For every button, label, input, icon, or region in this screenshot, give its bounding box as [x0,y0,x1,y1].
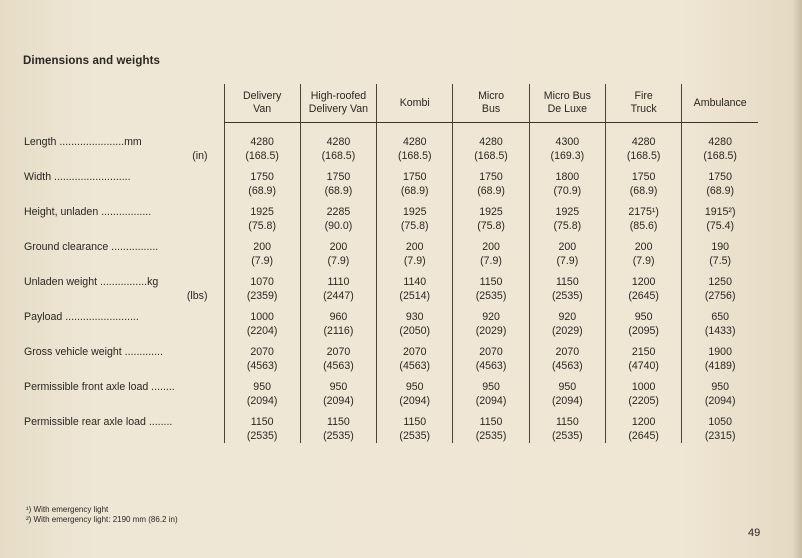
table-cell: 1050 (2315) [682,416,758,443]
table-cell: 950 (2095) [605,311,681,346]
row-label-gross-vehicle-weight: Gross vehicle weight ............. [24,346,163,358]
table-cell: 950 (2094) [453,381,529,416]
table-cell: 200 (7.9) [377,241,453,276]
table-cell: 1000 (2204) [224,311,300,346]
table-cell: 4280 (168.5) [682,136,758,171]
table-cell: 4280 (168.5) [377,136,453,171]
table-row-gross-vehicle-weight [22,346,758,381]
table-cell: 650 (1433) [682,311,758,346]
column-header-kombi: Kombi [377,84,453,123]
table-cell: 2070 (4563) [453,346,529,381]
table-cell: 1925 (75.8) [224,206,300,241]
table-cell: 200 (7.9) [300,241,376,276]
table-cell: 4280 (168.5) [453,136,529,171]
table-cell: 4280 (168.5) [224,136,300,171]
table-cell: 1925 (75.8) [377,206,453,241]
table-cell: 200 (7.9) [453,241,529,276]
section-title: Dimensions and weights [23,55,161,67]
table-cell: 2285 (90.0) [300,206,376,241]
footnote-1: ¹) With emergency light [26,505,109,514]
footnotes [26,505,178,524]
table-cell: 960 (2116) [300,311,376,346]
column-header-ambulance: Ambulance [682,84,758,123]
table-cell: 1750 (68.9) [682,171,758,206]
table-cell: 4280 (168.5) [300,136,376,171]
table-row-ground-clearance [22,241,758,276]
table-cell: 1150 (2535) [453,276,529,311]
table-spacer-row [22,123,758,137]
row-label-length: Length ......................mm (in) [24,136,208,162]
table-cell: 1150 (2535) [529,416,605,443]
table-cell: 2070 (4563) [224,346,300,381]
table-cell: 1070 (2359) [224,276,300,311]
table-cell: 1750 (68.9) [300,171,376,206]
table-cell: 200 (7.9) [529,241,605,276]
row-label-front-axle-load: Permissible front axle load ........ [24,381,175,393]
table-cell: 920 (2029) [529,311,605,346]
table-cell: 1200 (2645) [605,276,681,311]
table-cell: 950 (2094) [529,381,605,416]
table-cell: 920 (2029) [453,311,529,346]
column-header-micro-bus: Micro Bus [453,84,529,123]
row-label-width: Width .......................... [24,171,131,183]
table-cell: 950 (2094) [682,381,758,416]
table-cell: 1925 (75.8) [529,206,605,241]
table-cell: 200 (7.9) [224,241,300,276]
table-row-payload [22,311,758,346]
row-label-rear-axle-load: Permissible rear axle load ........ [24,416,173,428]
table-cell: 1915²) (75.4) [682,206,758,241]
table-cell: 2070 (4563) [529,346,605,381]
table-cell: 950 (2094) [377,381,453,416]
column-header-delivery-van: Delivery Van [224,84,300,123]
table-header-row [22,84,758,123]
table-row-height-unladen [22,206,758,241]
table-row-unladen-weight [22,276,758,311]
table-cell: 1750 (68.9) [377,171,453,206]
table-cell: 1150 (2535) [377,416,453,443]
dimensions-table [22,84,758,443]
table-cell: 2070 (4563) [300,346,376,381]
table-cell: 1000 (2205) [605,381,681,416]
table-cell: 1140 (2514) [377,276,453,311]
table-cell: 1200 (2645) [605,416,681,443]
table-cell: 190 (7.5) [682,241,758,276]
table-cell: 1750 (68.9) [605,171,681,206]
row-label-ground-clearance: Ground clearance ................ [24,241,159,253]
table-row-rear-axle-load [22,416,758,443]
table-cell: 2150 (4740) [605,346,681,381]
table-cell: 4280 (168.5) [605,136,681,171]
page-number: 49 [748,527,761,539]
table-cell: 1150 (2535) [300,416,376,443]
column-header-high-roofed-delivery-van: High-roofed Delivery Van [300,84,376,123]
table-cell: 1925 (75.8) [453,206,529,241]
row-label-height-unladen: Height, unladen ................. [24,206,152,218]
table-cell: 930 (2050) [377,311,453,346]
table-cell: 2175¹) (85.6) [605,206,681,241]
table-cell: 1750 (68.9) [224,171,300,206]
table-cell: 4300 (169.3) [529,136,605,171]
table-row-front-axle-load [22,381,758,416]
header-label-cell [22,84,224,123]
table-cell: 1900 (4189) [682,346,758,381]
table-row-width [22,171,758,206]
column-header-fire-truck: Fire Truck [605,84,681,123]
row-label-payload: Payload ......................... [24,311,139,323]
table-cell: 1110 (2447) [300,276,376,311]
table-cell: 2070 (4563) [377,346,453,381]
table-cell: 1150 (2535) [453,416,529,443]
table-cell: 1750 (68.9) [453,171,529,206]
table-cell: 950 (2094) [300,381,376,416]
table-cell: 200 (7.9) [605,241,681,276]
table-cell: 1150 (2535) [224,416,300,443]
column-header-micro-bus-de-luxe: Micro Bus De Luxe [529,84,605,123]
footnote-2: ²) With emergency light: 2190 mm (86.2 in) [26,514,178,524]
table-cell: 1800 (70.9) [529,171,605,206]
row-label-unladen-weight: Unladen weight ................kg (lbs) [24,276,208,302]
table-cell: 950 (2094) [224,381,300,416]
page-edge-shadow [792,0,802,558]
table-cell: 1150 (2535) [529,276,605,311]
table-row-length [22,136,758,171]
table-cell: 1250 (2756) [682,276,758,311]
